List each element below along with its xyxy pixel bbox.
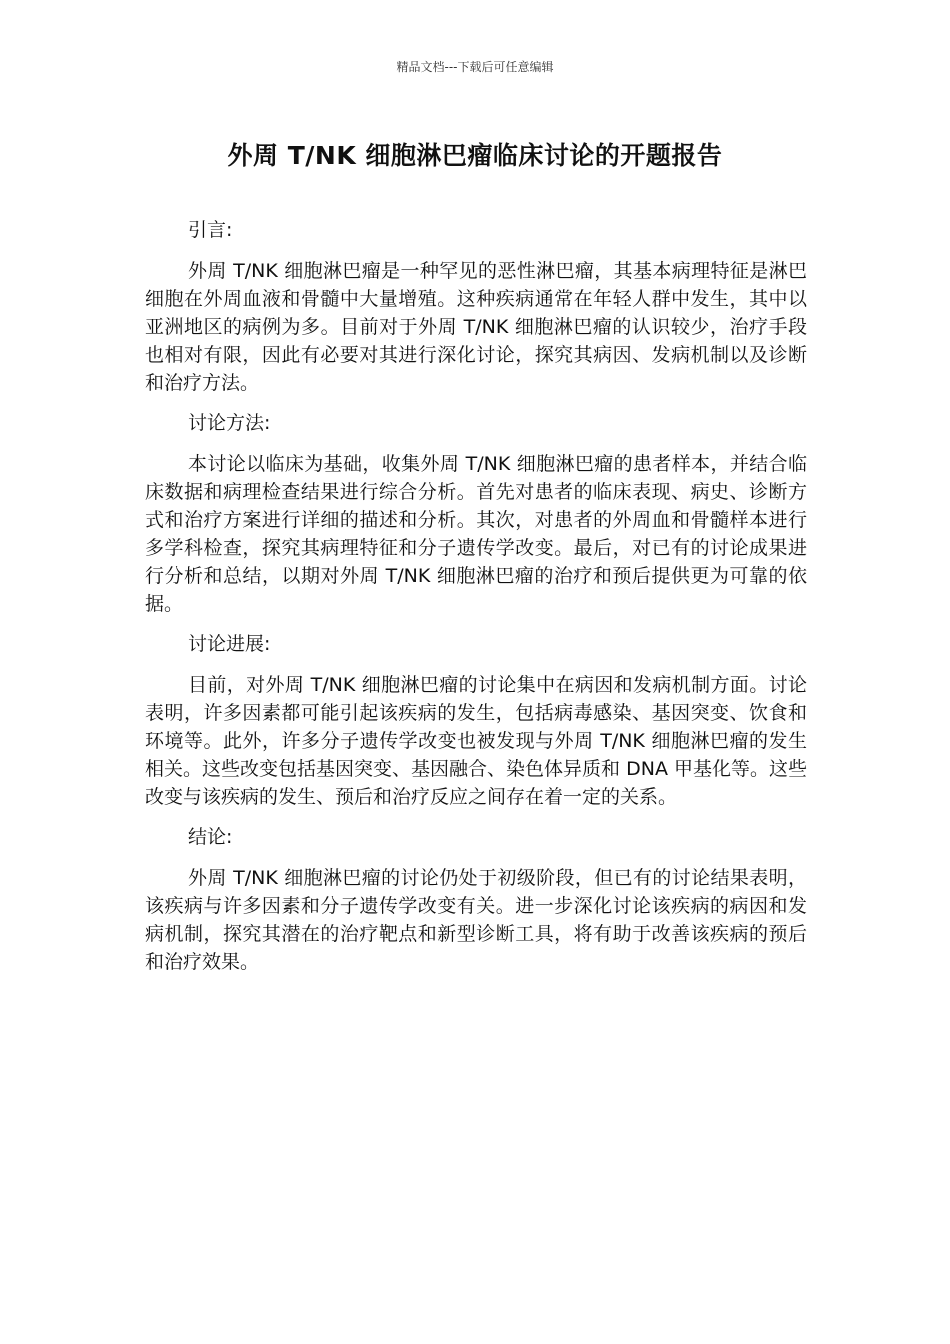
section-paragraph-progress: 目前，对外周 T/NK 细胞淋巴瘤的讨论集中在病因和发病机制方面。讨论表明，许多因素都可能引起该疾病的发生，包括病毒感染、基因突变、饮食和环境等。此外，许多分子遗传学改变也被发现与外周 T/NK 细胞淋巴瘤的发生相关。这些改变包括基因突变、基因融合、染色体异质和 DNA 甲基化等。这些改变与该疾病的发生、预后和治疗反应之间存在着一定的关系。	[145, 674, 808, 808]
section-heading-introduction: 引言:	[188, 219, 233, 241]
document-title: 外周 T/NK 细胞淋巴瘤临床讨论的开题报告	[227, 141, 723, 170]
section-heading-conclusion: 结论:	[188, 826, 233, 848]
document-body	[145, 216, 807, 988]
section-paragraph-methods: 本讨论以临床为基础，收集外周 T/NK 细胞淋巴瘤的患者样本，并结合临床数据和病理检查结果进行综合分析。首先对患者的临床表现、病史、诊断方式和治疗方案进行详细的描述和分析。其次，对患者的外周血和骨髓样本进行多学科检查，探究其病理特征和分子遗传学改变。最后，对已有的讨论成果进行分析和总结，以期对外周 T/NK 细胞淋巴瘤的治疗和预后提供更为可靠的依据。	[145, 453, 807, 615]
section-paragraph-conclusion: 外周 T/NK 细胞淋巴瘤的讨论仍处于初级阶段，但已有的讨论结果表明，该疾病与许多因素和分子遗传学改变有关。进一步深化讨论该疾病的病因和发病机制，探究其潜在的治疗靶点和新型诊断工具，将有助于改善该疾病的预后和治疗效果。	[145, 867, 807, 973]
section-heading-progress: 讨论进展:	[188, 633, 271, 655]
section-heading-methods: 讨论方法:	[188, 412, 271, 434]
section-paragraph-introduction: 外周 T/NK 细胞淋巴瘤是一种罕见的恶性淋巴瘤，其基本病理特征是淋巴细胞在外周血液和骨髓中大量增殖。这种疾病通常在年轻人群中发生，其中以亚洲地区的病例为多。目前对于外周 T/NK 细胞淋巴瘤的认识较少，治疗手段也相对有限，因此有必要对其进行深化讨论，探究其病因、发病机制以及诊断和治疗方法。	[145, 260, 807, 394]
page-header: 精品文档---下载后可任意编辑	[396, 60, 554, 74]
